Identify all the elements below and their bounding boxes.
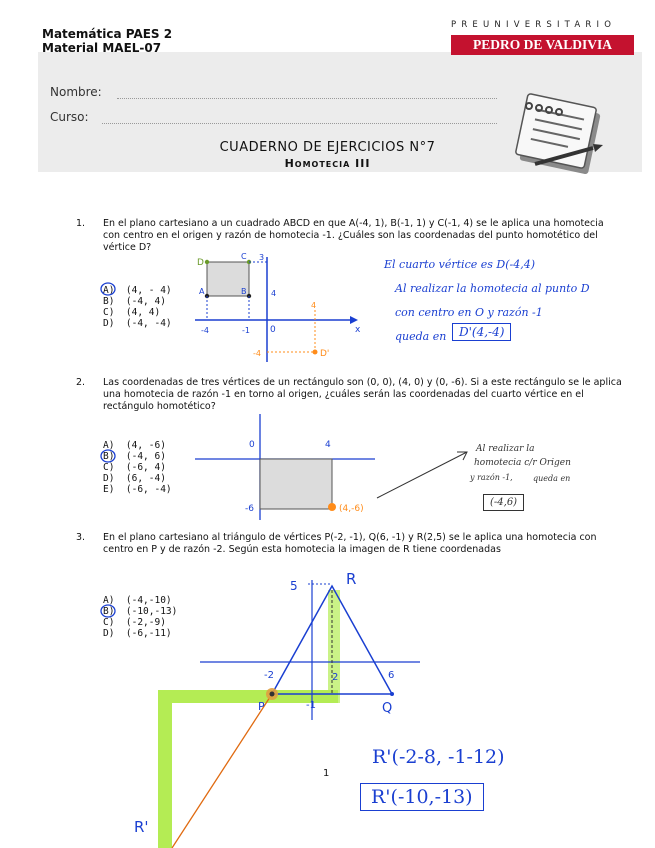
course-label: Curso: bbox=[50, 110, 89, 124]
figure-label: -1 bbox=[306, 700, 316, 711]
figure-label: R' bbox=[134, 818, 149, 836]
option[interactable]: D) (6, -4) bbox=[103, 473, 166, 484]
handwritten-note: Al realizar la homotecia al punto D bbox=[395, 282, 590, 295]
figure-label: -4 bbox=[253, 349, 261, 358]
answer-circle bbox=[100, 282, 120, 298]
figure-label: B bbox=[241, 287, 247, 296]
figure-label: -4 bbox=[201, 326, 209, 335]
question-1-number: 1. bbox=[76, 218, 86, 229]
handwritten-note: queda en bbox=[533, 474, 571, 483]
figure-label: P bbox=[258, 700, 265, 713]
figure-label: -6 bbox=[245, 504, 254, 514]
figure-label: 3 bbox=[259, 253, 265, 262]
option[interactable]: C) (4, 4) bbox=[103, 307, 161, 318]
handwritten-note: queda en bbox=[395, 330, 447, 343]
question-2-number: 2. bbox=[76, 377, 86, 388]
figure-label: A bbox=[199, 287, 205, 296]
figure-label: 4 bbox=[325, 440, 331, 450]
handwritten-work: R'(-2-8, -1-12) bbox=[372, 746, 505, 768]
question-3-number: 3. bbox=[76, 532, 86, 543]
figure-label: C bbox=[241, 252, 247, 261]
answer-circle bbox=[100, 449, 120, 465]
figure-label: Q bbox=[382, 701, 393, 716]
material-code: Material MAEL-07 bbox=[42, 41, 162, 55]
page-subtitle: Homotecia III bbox=[284, 157, 371, 170]
handwritten-note: con centro en O y razón -1 bbox=[395, 306, 543, 319]
option[interactable]: A) (-4,-10) bbox=[103, 595, 172, 606]
figure-label: 0 bbox=[270, 325, 276, 335]
brand-top: PREUNIVERSITARIO bbox=[451, 20, 617, 30]
course-line bbox=[102, 123, 497, 124]
figure-label: -1 bbox=[242, 326, 250, 335]
option[interactable]: A) (4, - 4) bbox=[103, 285, 172, 296]
figure-label: 2 bbox=[332, 672, 339, 683]
arrow bbox=[375, 446, 475, 506]
option[interactable]: C) (-6, 4) bbox=[103, 462, 166, 473]
option[interactable]: E) (-6, -4) bbox=[103, 484, 172, 495]
option[interactable]: B) (-4, 6) bbox=[103, 451, 166, 462]
option[interactable]: D) (-6,-11) bbox=[103, 628, 172, 639]
figure-label: 4 bbox=[271, 289, 277, 298]
course-name: Matemática PAES 2 bbox=[42, 27, 173, 41]
question-3-text: En el plano cartesiano al triángulo de vértices P(-2, -1), Q(6, -1) y R(2,5) se le aplica una homotecia con centro en P y de razón -2. Según esta homotecia la imagen de R tiene coordenadas bbox=[103, 532, 597, 555]
question-1-figure bbox=[195, 252, 365, 367]
figure-label: 5 bbox=[290, 579, 298, 593]
name-line bbox=[117, 98, 497, 99]
figure-label: D' bbox=[320, 349, 330, 359]
figure-label: 4 bbox=[311, 301, 317, 310]
figure-label: 0 bbox=[249, 440, 255, 450]
handwritten-note: homotecia c/r Origen bbox=[474, 458, 571, 468]
figure-label: D bbox=[197, 258, 204, 268]
question-2-figure bbox=[195, 412, 385, 522]
figure-label: x bbox=[355, 325, 361, 335]
answer-circle bbox=[100, 604, 120, 620]
figure-label: -2 bbox=[264, 670, 274, 681]
handwritten-answer: R'(-10,-13) bbox=[360, 783, 484, 811]
question-2-text: Las coordenadas de tres vértices de un rectángulo son (0, 0), (4, 0) y (0, -6). Si a este rectángulo se le aplica una homotecia de razón -1 en torno al origen, ¿cuáles serán las coordenadas del cuarto vértice en el rectángulo homotético? bbox=[103, 377, 622, 412]
handwritten-note: El cuarto vértice es D(-4,4) bbox=[384, 258, 535, 271]
course-info bbox=[42, 27, 172, 55]
option[interactable]: A) (4, -6) bbox=[103, 440, 166, 451]
name-label: Nombre: bbox=[50, 85, 102, 99]
handwritten-answer: D'(4,-4) bbox=[452, 323, 511, 341]
option[interactable]: B) (-10,-13) bbox=[103, 606, 178, 617]
handwritten-answer: (-4,6) bbox=[483, 494, 524, 511]
figure-label: 6 bbox=[388, 670, 395, 681]
figure-label: R bbox=[346, 570, 357, 588]
handwritten-note: y razón -1, bbox=[470, 473, 513, 482]
page-title: CUADERNO DE EJERCICIOS N°7 bbox=[219, 140, 436, 155]
option[interactable]: D) (-4, -4) bbox=[103, 318, 172, 329]
figure-label: (4,-6) bbox=[339, 504, 364, 514]
brand-logo: PEDRO DE VALDIVIA bbox=[451, 35, 634, 55]
handwritten-note: Al realizar la bbox=[476, 444, 535, 454]
question-1-text: En el plano cartesiano a un cuadrado ABCD en que A(-4, 1), B(-1, 1) y C(-1, 4) se le aplica una homotecia con centro en el origen y razón de homotecia -1. ¿Cuáles son las coordenadas del punto homotético del vértice D? bbox=[103, 218, 604, 253]
page-number: 1 bbox=[323, 768, 330, 779]
option[interactable]: C) (-2,-9) bbox=[103, 617, 166, 628]
option[interactable]: B) (-4, 4) bbox=[103, 296, 166, 307]
